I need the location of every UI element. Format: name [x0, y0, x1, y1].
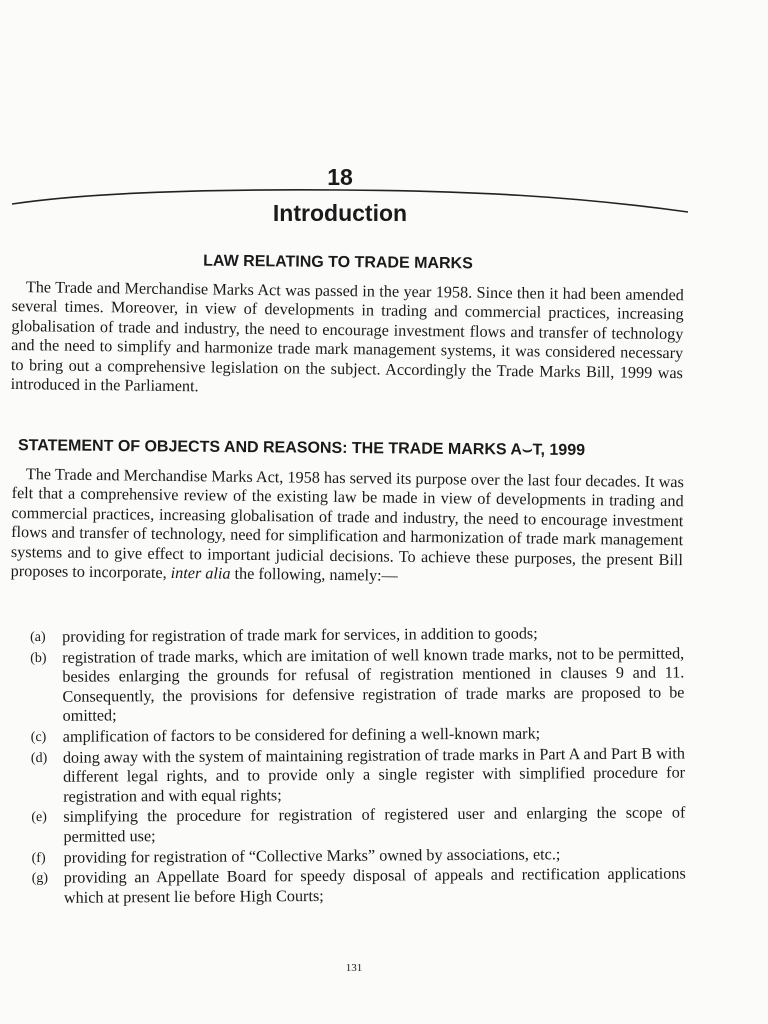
objects-paragraph [11, 465, 684, 590]
objects-paragraph-italic: inter alia [170, 563, 231, 583]
list-item-marker: (f) [31, 850, 46, 866]
section-heading-objects-end: T, 1999 [532, 441, 586, 460]
objects-paragraph-text [11, 465, 684, 590]
section-heading-objects-glitch: ⌣ [521, 441, 533, 459]
list-item-marker: (b) [30, 650, 47, 666]
list-item-marker: (a) [30, 629, 46, 645]
list-item-text: amplification of factors to be considered for defining a well-known mark; [62, 724, 541, 746]
section-heading-law: LAW RELATING TO TRADE MARKS [203, 252, 473, 273]
list-item-text: providing for registration of “Collective Marks” owned by associations, etc.; [63, 844, 561, 867]
list-item-text: doing away with the system of maintaining registration of trade marks in Part A and Part B with different legal rights, and to provide only a single register with simplified procedure for registration and with equal rights; [62, 743, 686, 806]
list-item-text: providing for registration of trade mark for services, in addition to goods; [61, 624, 538, 646]
section-heading-objects [18, 437, 682, 461]
list-item [31, 804, 685, 848]
list-item-text: providing an Appellate Board for speedy disposal of appeals and rectification applications which at present lie before High Courts; [63, 864, 686, 907]
section-heading-objects-text: STATEMENT OF OBJECTS AND REASONS: THE TRADE MARKS A [17, 437, 523, 459]
objects-paragraph-start: The Trade and Merchandise Marks Act, 1958 has served its purpose over the last four decades. It was felt that a comprehensive review of the existing law be made in view of developments in trading and commercial practices, increasing globalisation of trade and industry, the need to encourage investment flows and transfer of technology, need for simplification and harmonization of trade mark management systems and to give effect to important judicial decisions. To achieve these purposes, the present Bill proposes to incorporate, [10, 465, 684, 582]
list-item-text: simplifying the procedure for registration of registered user and enlarging the scope of permitted use; [63, 803, 686, 846]
list-item-text: registration of trade marks, which are imitation of well known trade marks, not to be permitted, besides enlarging the grounds for refusal of registration mentioned in clauses 9 and 11. Consequently, the provisions for defensive registration of trade marks are proposed to be omitted; [62, 644, 685, 726]
chapter-number: 18 [327, 164, 353, 190]
objects-paragraph-end: the following, namely:— [230, 564, 398, 585]
intro-paragraph-text: The Trade and Merchandise Marks Act was passed in the year 1958. Since then it had been amended several times. Moreover, in view of developments in trading and commercial practices, increasing globalisation of trade and industry, the need to encourage investment flows and transfer of technology and the need to simplify and harmonize trade mark management systems, it was considered necessary to bring out a comprehensive legislation on the subject. Accordingly the Trade Marks Bill, 1999 was introduced in the Parliament. [10, 278, 684, 396]
list-item-marker: (e) [31, 810, 47, 826]
chapter-title: Introduction [272, 200, 408, 226]
intro-paragraph [11, 278, 684, 403]
list-item-marker: (g) [31, 871, 49, 887]
list-item [31, 744, 685, 807]
objects-list [30, 623, 686, 909]
list-item [32, 865, 686, 909]
list-item [30, 644, 685, 727]
list-item-marker: (d) [30, 750, 48, 766]
page-number: 131 [345, 962, 363, 974]
list-item-marker: (c) [30, 729, 47, 745]
